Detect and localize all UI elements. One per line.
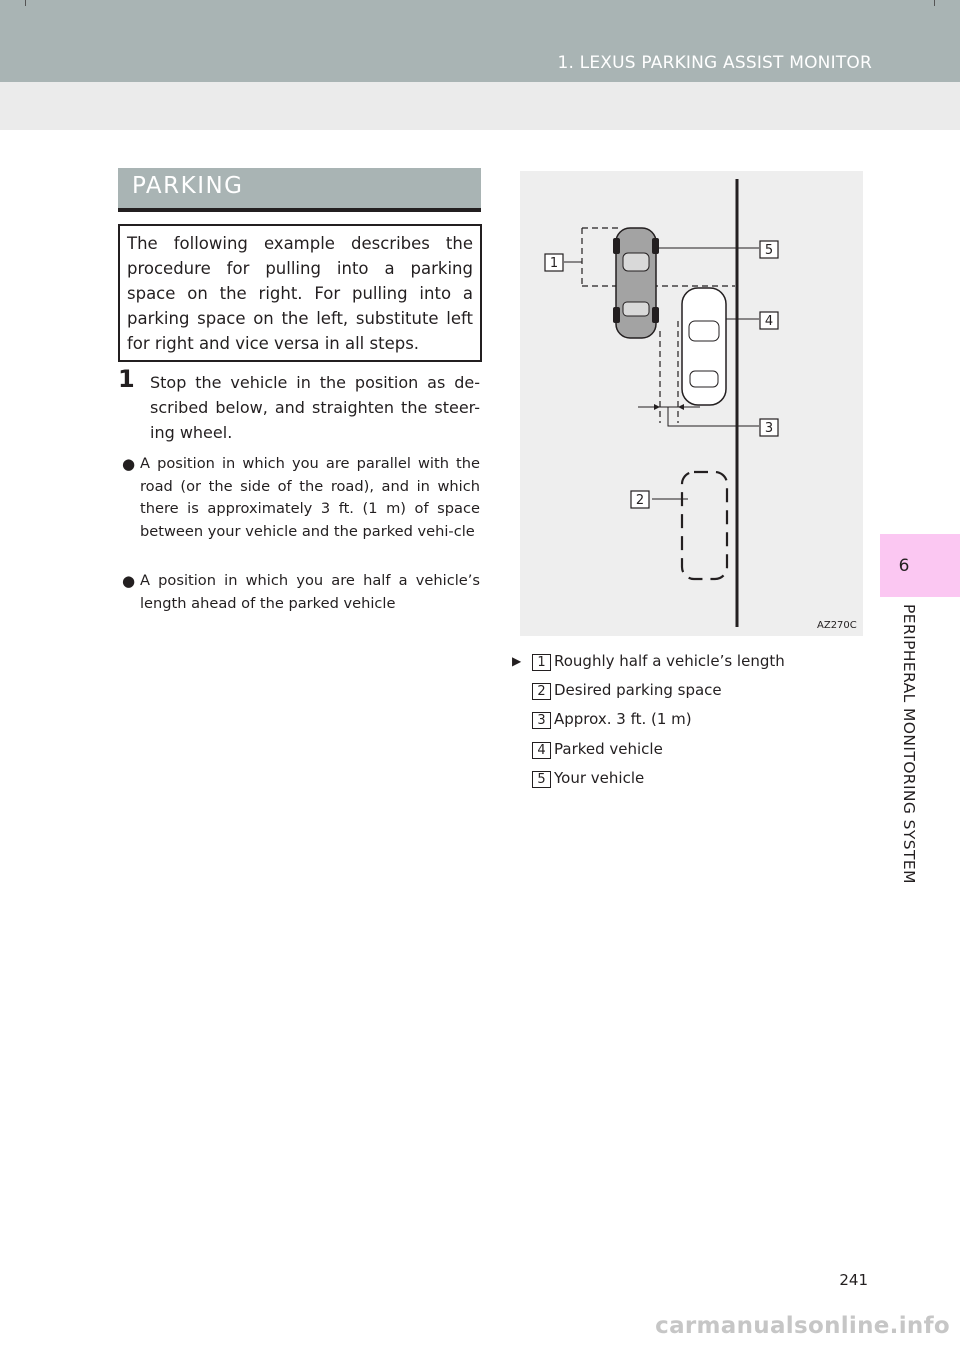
legend-text: Approx. 3 ft. (1 m) — [554, 710, 692, 729]
legend-text: Roughly half a vehicle’s length — [554, 652, 785, 670]
legend-number: 4 — [532, 742, 551, 759]
bullet-icon: ● — [122, 572, 136, 590]
legend-number: 5 — [532, 771, 551, 788]
callout-4 — [760, 312, 778, 329]
svg-text:4: 4 — [764, 314, 774, 329]
page-header-title: 1. LEXUS PARKING ASSIST MONITOR — [557, 53, 872, 73]
legend-text: Desired parking space — [554, 681, 722, 700]
svg-text:5: 5 — [764, 243, 774, 258]
step-text: Stop the vehicle in the position as de-scribed below, and straighten the steer-ing wheel. — [150, 373, 480, 442]
crop-mark-right — [934, 0, 935, 6]
legend-item — [512, 739, 872, 768]
callout-1 — [545, 254, 563, 271]
bullet-item — [122, 453, 480, 543]
svg-text:3: 3 — [764, 421, 774, 436]
svg-text:1: 1 — [549, 256, 559, 271]
legend-text: Your vehicle — [554, 768, 645, 787]
gap-arrow-head-right — [678, 404, 684, 410]
desired-parking-space — [682, 472, 727, 579]
intro-box: The following example describes the procedure for pulling into a parking space on the right. For pulling into a parking space on the left, substitute left for right and vice versa in all steps. — [118, 224, 482, 362]
callout-2 — [631, 491, 649, 508]
legend-item — [512, 768, 872, 797]
svg-text:2: 2 — [635, 493, 645, 508]
parking-diagram-svg — [520, 171, 863, 636]
crop-mark-left — [25, 0, 26, 6]
chapter-tab[interactable] — [880, 534, 960, 597]
legend-number: 2 — [532, 683, 551, 700]
legend-number: 3 — [532, 712, 551, 729]
page-number: 241 — [839, 1271, 868, 1289]
legend-text: Parked vehicle — [554, 739, 663, 758]
gap-arrow-head-left — [654, 404, 660, 410]
section-header — [118, 168, 481, 212]
legend-item — [512, 709, 872, 738]
step-1 — [118, 365, 480, 445]
section-title: PARKING — [132, 173, 244, 199]
parking-diagram — [520, 171, 863, 636]
figure-legend — [512, 651, 872, 797]
legend-item — [512, 651, 872, 680]
bullet-icon: ● — [122, 455, 136, 473]
arrow-right-icon: ▶ — [512, 654, 522, 668]
header-strip — [0, 82, 960, 130]
chapter-label: PERIPHERAL MONITORING SYSTEM — [900, 604, 918, 884]
legend-number: 1 — [532, 654, 551, 671]
step-number: 1 — [118, 365, 135, 393]
parked-vehicle — [682, 288, 726, 405]
your-vehicle — [613, 228, 659, 338]
bullet-text: A position in which you are parallel with the road (or the side of the road), and in which there is approximately 3 ft. (1 m) of space between your vehicle and the parked vehi-cle — [140, 455, 480, 540]
callout-3 — [760, 419, 778, 436]
legend-item — [512, 680, 872, 709]
bullet-text: A position in which you are half a vehicle’s length ahead of the parked vehicle — [140, 572, 480, 612]
leader-3 — [668, 407, 759, 426]
bullet-item — [122, 570, 480, 615]
chapter-number: 6 — [898, 556, 910, 576]
callout-5 — [760, 241, 778, 258]
watermark[interactable]: carmanualsonline.info — [655, 1313, 950, 1339]
figure-code: AZ270C — [817, 620, 857, 631]
